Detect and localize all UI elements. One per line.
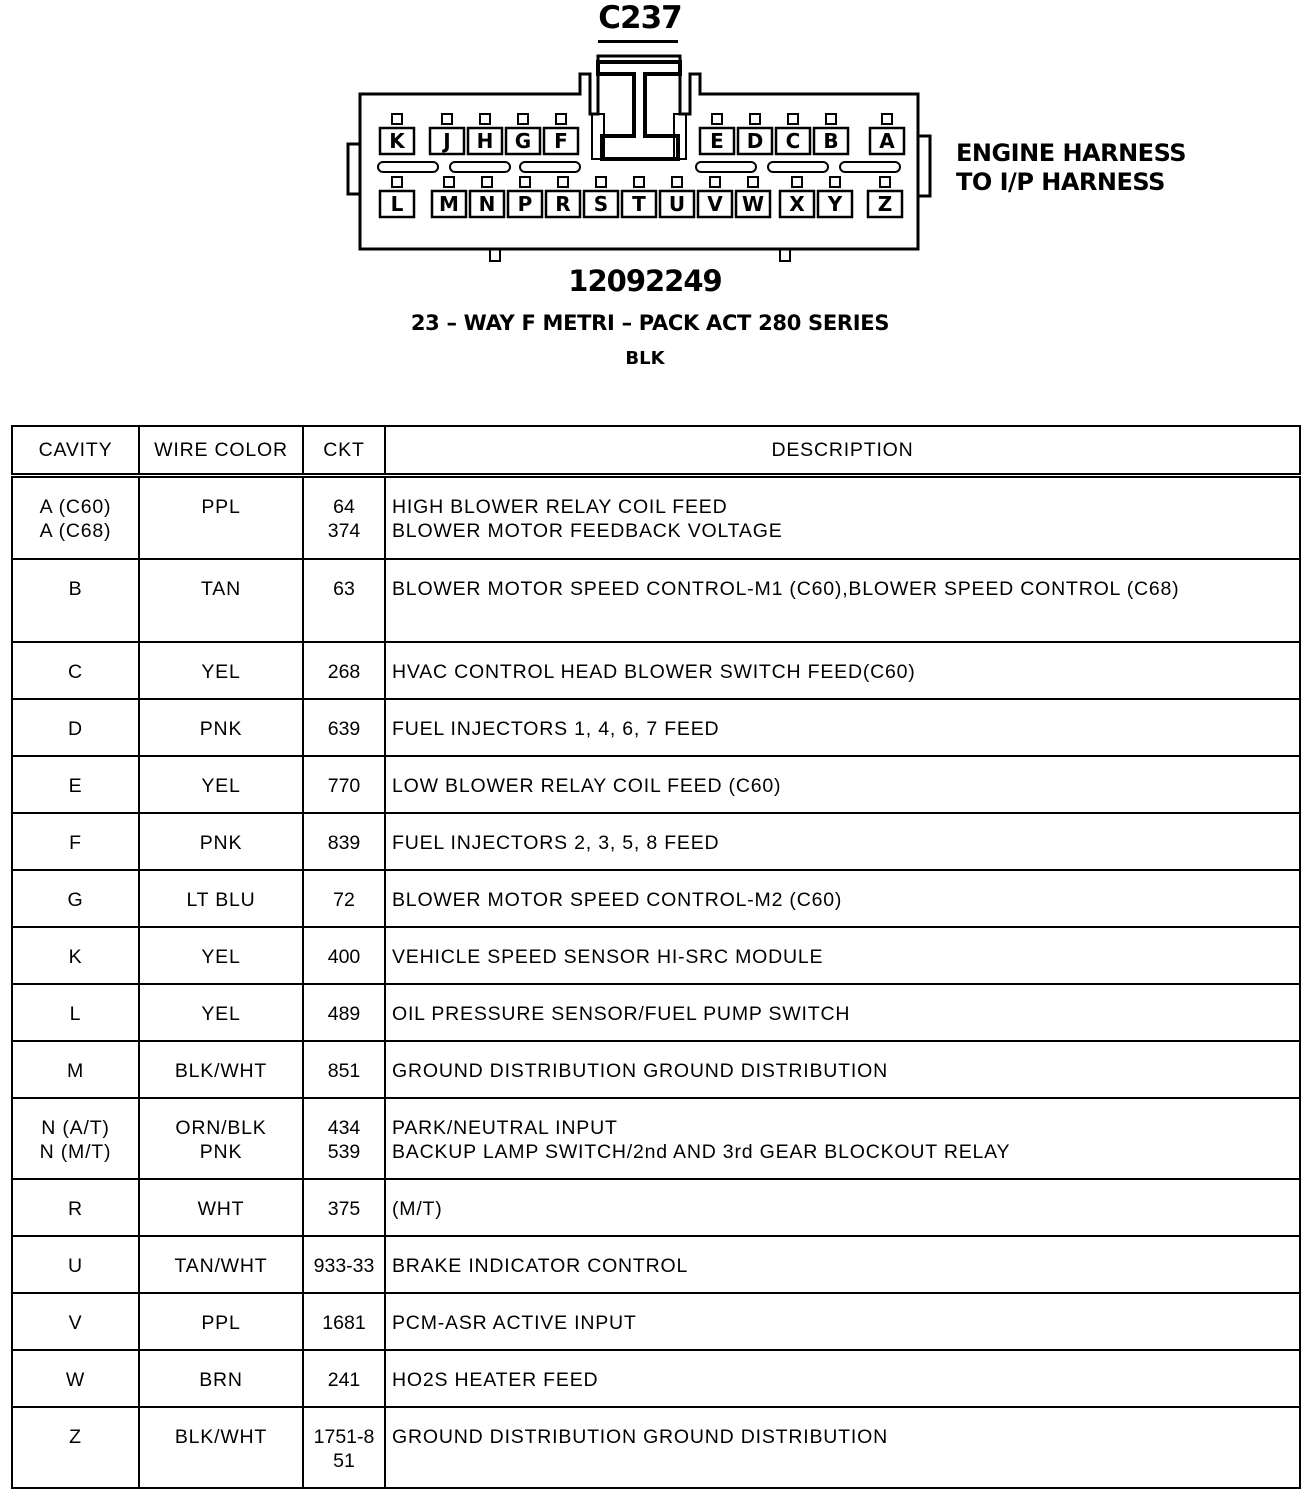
description-cell-line: BRAKE INDICATOR CONTROL: [392, 1254, 689, 1277]
cavity-label: M: [439, 192, 459, 216]
cavity-cell-line: G: [67, 888, 84, 911]
cavity-cell-line: R: [68, 1197, 83, 1220]
col-header-cavity: CAVITY: [12, 426, 139, 476]
description-cell: [385, 870, 1300, 927]
title-underline: [598, 40, 678, 43]
wire-color-cell: [139, 1407, 303, 1488]
cavity-cell-line: L: [69, 1002, 82, 1025]
description-cell-line: FUEL INJECTORS 2, 3, 5, 8 FEED: [392, 831, 720, 854]
cavity-latch: [882, 114, 892, 124]
bottom-row-cavities: [380, 177, 902, 217]
cavity-latch: [442, 114, 452, 124]
description-cell-line: PCM-ASR ACTIVE INPUT: [392, 1311, 637, 1334]
table-row: [12, 476, 1300, 559]
wire-color-cell-line: YEL: [201, 945, 241, 968]
description-cell-line: HVAC CONTROL HEAD BLOWER SWITCH FEED(C60): [392, 660, 916, 683]
cavity-label: R: [555, 192, 571, 216]
ckt-cell-line: 639: [327, 717, 361, 740]
ckt-cell-line: 851: [327, 1059, 361, 1082]
cavity-latch: [830, 177, 840, 187]
ckt-cell-line: 839: [327, 831, 361, 854]
cavity-cell: [12, 927, 139, 984]
cavity-latch: [748, 177, 758, 187]
wire-color-cell: [139, 559, 303, 642]
cavity-cell-line: U: [68, 1254, 83, 1277]
cavity-label: L: [390, 192, 404, 216]
connector-face-diagram: [340, 44, 940, 266]
left-latch: [348, 144, 360, 194]
part-number: 12092249: [568, 264, 722, 298]
table-row: [12, 756, 1300, 813]
cavity-latch: [482, 177, 492, 187]
col-header-ckt: CKT: [303, 426, 385, 476]
top-row-cavities: [380, 114, 904, 154]
wire-color-cell-line: PNK: [199, 1140, 243, 1163]
table-row: [12, 1350, 1300, 1407]
cavity-label: E: [710, 129, 724, 153]
ckt-cell: [303, 699, 385, 756]
ckt-cell: [303, 1098, 385, 1179]
wire-color-cell: [139, 1041, 303, 1098]
wire-color-cell-line: TAN/WHT: [174, 1254, 268, 1277]
connector-title: C237: [598, 0, 682, 36]
cavity-label: V: [707, 192, 723, 216]
cavity-cell-line: C: [68, 660, 83, 683]
cavity-latch: [750, 114, 760, 124]
cavity-cell: [12, 1098, 139, 1179]
col-header-description: DESCRIPTION: [385, 426, 1300, 476]
ckt-cell: [303, 1350, 385, 1407]
cavity-cell-line: M: [66, 1059, 85, 1082]
cavity-label: T: [632, 192, 646, 216]
wire-color-cell: [139, 642, 303, 699]
ckt-cell-line: 64: [333, 496, 355, 518]
table-row: [12, 642, 1300, 699]
ckt-cell: [303, 1179, 385, 1236]
ckt-cell-line: 72: [333, 888, 355, 911]
cavity-latch: [444, 177, 454, 187]
cavity-latch: [518, 114, 528, 124]
cavity-latch: [634, 177, 644, 187]
wire-color-cell: [139, 927, 303, 984]
cavity-label: W: [741, 192, 765, 216]
description-cell: [385, 927, 1300, 984]
cavity-label: U: [668, 192, 686, 216]
description-cell-line: HIGH BLOWER RELAY COIL FEED: [392, 496, 728, 518]
ckt-cell-line: 1751-8: [313, 1425, 375, 1448]
cavity-label: N: [478, 192, 496, 216]
cavity-cell: [12, 1407, 139, 1488]
cavity-cell: [12, 756, 139, 813]
wire-color-cell: [139, 699, 303, 756]
cavity-cell: [12, 1293, 139, 1350]
wire-color-cell-line: ORN/BLK: [175, 1116, 267, 1139]
wire-color-cell-line: BLK/WHT: [174, 1059, 268, 1082]
cavity-label: Z: [877, 192, 893, 216]
col-header-wire-color: WIRE COLOR: [139, 426, 303, 476]
ckt-cell: [303, 642, 385, 699]
wire-color-cell-line: WHT: [197, 1197, 245, 1220]
table-row: [12, 927, 1300, 984]
description-cell: [385, 756, 1300, 813]
table-row: [12, 1179, 1300, 1236]
wire-color-cell: [139, 813, 303, 870]
wire-color-cell: [139, 1350, 303, 1407]
keyway-t: [598, 62, 680, 159]
cavity-label: B: [823, 129, 839, 153]
cavity-latch: [392, 114, 402, 124]
cavity-cell: [12, 476, 139, 559]
table-row: [12, 699, 1300, 756]
cavity-cell: [12, 1041, 139, 1098]
description-cell: [385, 1179, 1300, 1236]
wire-color-cell-line: PNK: [199, 831, 243, 854]
table-row: [12, 1098, 1300, 1179]
cavity-cell-line: A (C68): [39, 520, 112, 542]
cavity-label: K: [389, 129, 405, 153]
description-cell-line: (M/T): [392, 1197, 443, 1220]
table-row: [12, 813, 1300, 870]
cavity-cell: [12, 813, 139, 870]
cavity-latch: [520, 177, 530, 187]
description-cell-line: GROUND DISTRIBUTION GROUND DISTRIBUTION: [392, 1425, 888, 1448]
description-cell: [385, 1350, 1300, 1407]
table-row: [12, 559, 1300, 642]
wire-color-cell-line: PNK: [199, 717, 243, 740]
wire-color-cell-line: YEL: [201, 774, 241, 797]
ckt-cell: [303, 476, 385, 559]
cavity-label: H: [476, 129, 494, 153]
cavity-latch: [672, 177, 682, 187]
ckt-cell-line: 434: [327, 1116, 361, 1139]
ckt-cell: [303, 1407, 385, 1488]
cavity-cell-line: N (A/T): [41, 1116, 110, 1139]
cavity-cell: [12, 1350, 139, 1407]
ckt-cell: [303, 1236, 385, 1293]
cavity-label: A: [879, 129, 895, 153]
cavity-cell: [12, 984, 139, 1041]
description-cell: [385, 559, 1300, 642]
right-latch: [918, 136, 930, 196]
cavity-cell-line: W: [65, 1368, 86, 1391]
ckt-cell-line: 63: [333, 577, 355, 600]
ckt-cell-line: 241: [327, 1368, 361, 1391]
description-cell: [385, 1098, 1300, 1179]
cavity-table: [11, 425, 1301, 1489]
description-cell: [385, 1407, 1300, 1488]
wire-color-cell: [139, 1293, 303, 1350]
cavity-cell-line: F: [69, 831, 82, 854]
cavity-label: J: [443, 129, 451, 153]
ckt-cell-line: 539: [327, 1140, 361, 1163]
cavity-cell-line: K: [68, 945, 83, 968]
description-cell: [385, 476, 1300, 559]
cavity-label: C: [785, 129, 801, 153]
cavity-cell: [12, 870, 139, 927]
cavity-cell-line: D: [68, 717, 83, 740]
description-cell-line: BLOWER MOTOR SPEED CONTROL-M2 (C60): [392, 888, 843, 911]
cavity-latch: [596, 177, 606, 187]
cavity-latch: [392, 177, 402, 187]
cavity-cell: [12, 642, 139, 699]
cavity-cell-line: B: [68, 577, 83, 600]
ckt-cell: [303, 559, 385, 642]
description-cell: [385, 642, 1300, 699]
description-cell: [385, 984, 1300, 1041]
ckt-cell: [303, 1041, 385, 1098]
wire-color-cell: [139, 984, 303, 1041]
description-cell-line: BACKUP LAMP SWITCH/2nd AND 3rd GEAR BLOCKOUT RELAY: [392, 1140, 1011, 1163]
cavity-cell: [12, 559, 139, 642]
wire-color-cell-line: YEL: [201, 1002, 241, 1025]
ckt-cell: [303, 813, 385, 870]
ckt-cell-line: 268: [327, 660, 361, 683]
connector-type: 23 – WAY F METRI – PACK ACT 280 SERIES: [410, 311, 890, 335]
ckt-cell-line: 1681: [322, 1311, 366, 1334]
ckt-cell: [303, 870, 385, 927]
table-row: [12, 1407, 1300, 1488]
table-row: [12, 984, 1300, 1041]
cavity-label: G: [514, 129, 532, 153]
table-row: [12, 1236, 1300, 1293]
table-row: [12, 1293, 1300, 1350]
cavity-cell-line: N (M/T): [39, 1140, 112, 1163]
harness-label-line1: ENGINE HARNESS: [956, 139, 1187, 167]
description-cell-line: BLOWER MOTOR FEEDBACK VOLTAGE: [392, 520, 783, 542]
cavity-latch: [712, 114, 722, 124]
harness-label-line2: TO I/P HARNESS: [956, 168, 1165, 196]
ckt-cell: [303, 1293, 385, 1350]
cavity-latch: [792, 177, 802, 187]
wire-color-cell-line: PPL: [201, 496, 241, 518]
cavity-cell: [12, 699, 139, 756]
ckt-cell-line: 51: [333, 1449, 355, 1472]
wire-color-cell-line: LT BLU: [186, 888, 256, 911]
wire-color-cell: [139, 1098, 303, 1179]
wire-color-cell: [139, 870, 303, 927]
wire-color-cell-line: YEL: [201, 660, 241, 683]
cavity-latch: [710, 177, 720, 187]
cavity-label: S: [593, 192, 609, 216]
cavity-cell-line: A (C60): [39, 496, 112, 518]
cavity-cell-line: Z: [69, 1425, 82, 1448]
wire-color-cell: [139, 756, 303, 813]
cavity-latch: [788, 114, 798, 124]
cavity-latch: [826, 114, 836, 124]
cavity-latch: [480, 114, 490, 124]
description-cell-line: BLOWER MOTOR SPEED CONTROL-M1 (C60),BLOWER SPEED CONTROL (C68): [392, 577, 1180, 600]
ckt-cell: [303, 927, 385, 984]
cavity-label: D: [746, 129, 764, 153]
wire-color-cell-line: TAN: [201, 577, 241, 600]
description-cell-line: GROUND DISTRIBUTION GROUND DISTRIBUTION: [392, 1059, 888, 1082]
ckt-cell-line: 770: [327, 774, 361, 797]
ckt-cell-line: 933-33: [313, 1254, 375, 1277]
description-cell-line: HO2S HEATER FEED: [392, 1368, 599, 1391]
ckt-cell: [303, 984, 385, 1041]
description-cell: [385, 1293, 1300, 1350]
ckt-cell-line: 400: [327, 945, 361, 968]
description-cell-line: PARK/NEUTRAL INPUT: [392, 1116, 618, 1139]
table-row: [12, 870, 1300, 927]
ckt-cell-line: 374: [327, 520, 361, 542]
description-cell: [385, 813, 1300, 870]
cavity-cell: [12, 1236, 139, 1293]
table-row: [12, 1041, 1300, 1098]
cavity-latch: [558, 177, 568, 187]
description-cell-line: LOW BLOWER RELAY COIL FEED (C60): [392, 774, 782, 797]
cavity-label: F: [554, 129, 568, 153]
cavity-latch: [880, 177, 890, 187]
wire-color-cell-line: PPL: [201, 1311, 241, 1334]
description-cell: [385, 699, 1300, 756]
wire-color-cell-line: BLK/WHT: [174, 1425, 268, 1448]
cavity-cell: [12, 1179, 139, 1236]
cavity-label: X: [789, 192, 805, 216]
ckt-cell-line: 375: [327, 1197, 361, 1220]
harness-label: [956, 139, 1186, 197]
cavity-cell-line: V: [68, 1311, 83, 1334]
wire-color-cell: [139, 476, 303, 559]
description-cell: [385, 1236, 1300, 1293]
description-cell-line: OIL PRESSURE SENSOR/FUEL PUMP SWITCH: [392, 1002, 851, 1025]
description-cell: [385, 1041, 1300, 1098]
wire-color-cell: [139, 1179, 303, 1236]
table-header-row: [12, 426, 1300, 476]
ckt-cell-line: 489: [327, 1002, 361, 1025]
wire-color-cell-line: BRN: [199, 1368, 243, 1391]
ckt-cell: [303, 756, 385, 813]
wire-color-cell: [139, 1236, 303, 1293]
cavity-label: Y: [827, 192, 843, 216]
cavity-label: P: [517, 192, 533, 216]
description-cell-line: FUEL INJECTORS 1, 4, 6, 7 FEED: [392, 717, 720, 740]
description-cell-line: VEHICLE SPEED SENSOR HI-SRC MODULE: [392, 945, 824, 968]
cavity-cell-line: E: [68, 774, 83, 797]
cavity-latch: [556, 114, 566, 124]
connector-color: BLK: [625, 348, 665, 369]
